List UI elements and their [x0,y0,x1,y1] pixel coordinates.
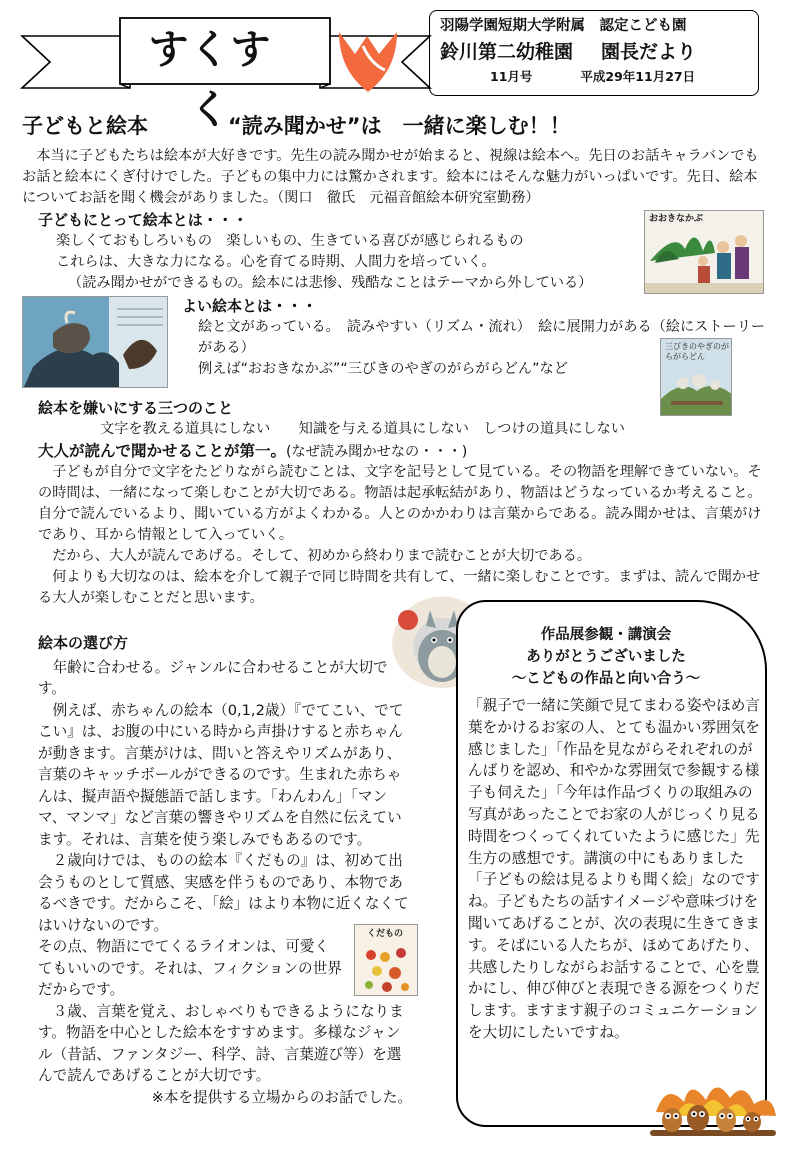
headline-left: 子どもと絵本 [22,114,148,138]
thanks-title2: ありがとうございました [526,649,686,665]
section4-title: 大人が読んで聞かせることが第一。 [38,442,287,460]
choose-p1: 年齢に合わせる。ジャンルに合わせることが大切です。 [38,658,388,697]
section2-line1: 絵と文があっている。 読みやすい（リズム・流れ） 絵に展開力がある（絵にストーリーがある） [198,319,766,356]
thanks-title [470,624,742,690]
section3-title: 絵本を嫌いにする三つのこと [38,399,234,417]
section1-line1: 楽しくておもしろいもの 楽しいもの、生きている喜びが感じられるもの [56,233,524,249]
section4-p1: 子どもが自分で文字をたどりながら読むことは、文字を記号として見ている。その物語を理解できていない。その時間は、一緒になって楽しむことが大切である。物語は起承転結があり、物語はどうなっているか考えること。自分で読んでいるより、聞いている方がよくわかる。人とのかかわりは言葉からである。読み聞かせは、言葉がけであり、耳から情報として入っていく。 [38,464,762,543]
book-kudamono-image [354,924,418,996]
newsletter-name: 園長だより [601,41,697,63]
choose-title: 絵本の選び方 [38,634,129,652]
intro-paragraph: 本当に子どもたちは絵本が大好きです。先生の読み聞かせが始まると、視線は絵本へ。先日のお話キャラバンでもお話と絵本にくぎ付けでした。子どもの集中力には驚かされます。絵本にはそんな魅力がいっぱいです。先日、絵本についてお話を聞く機会がありました。（関口 徹氏 元福音館絵本研究室勤務） [22,148,759,206]
issue-row [440,67,748,87]
school-info-box [429,10,759,96]
autumn-owls-illustration [636,1072,786,1152]
choose-p5: ３歳、言葉を覚え、おしゃべりもできるようになります。物語を中心とした絵本をすすめます。多様なジャンル（昔話、ファンタジー、科学、詩、言葉遊び等）を選んで読んであげることが大切です。 [38,1002,404,1084]
thanks-title1: 作品展参観・講演会 [540,627,672,643]
book-ookina-kabu-image [644,210,764,294]
headline-right: “読み聞かせ”は 一緒に楽しむ！！ [228,114,571,138]
thanks-title3: ～こどもの作品と向い合う～ [511,671,701,687]
choose-p3: ２歳向けでは、ものの絵本『くだもの』は、初めて出会うものとして質感、実感を伴うものであり、本物であるべきです。だからこそ、「絵」はより本物に近くなくてはいけないのです。 [38,852,409,934]
book-yagi-title: 三びきのやぎのがらがらどん [665,342,729,361]
section1-title: 子どもにとって絵本とは・・・ [38,211,248,229]
section2-line2: 例えば“おおきなかぶ”“三びきのやぎのがらがらどん”など [198,361,568,377]
goat-book-illustration [22,296,168,388]
section1-line3: （読み聞かせができるもの。絵本には悲惨、残酷なことはテーマから外している） [68,275,593,291]
headline [22,108,782,144]
section-three-things [38,398,778,440]
section2-title: よい絵本とは・・・ [182,297,318,315]
section4-p3: 何よりも大切なのは、絵本を介して親子で同じ時間を共有して、一緒に楽しむことです。まずは、読んで聞かせる大人が楽しむことだと思います。 [38,569,761,606]
section4-title-note: (なぜ読み聞かせなの・・・) [286,444,468,460]
book-kudamono-title: くだもの [367,929,404,939]
section-what-is-picture-book [38,210,628,294]
choose-p4: その点、物語にでてくるライオンは、可愛くてもいいのです。それは、フィクションの世界だからです。 [38,938,342,998]
choose-section [38,633,414,1108]
choose-note: ※本を提供する立場からのお話でした。 [151,1088,412,1106]
school-logo-icon [333,26,403,96]
thanks-body: 「親子で一緒に笑顔で見てまわる姿やほめ言葉をかけるお家の人、とても温かい雰囲気を感じました」「作品を見ながらそれぞれのがんばりを認め、和やかな雰囲気で参観する様子も伺えた」「今年は作品づくりの取組みの写真があったことでお家の人がじっくり見る時間をつくってくれていたように感じた」先生方の感想です。講演の中にもありました「子どもの絵は見るよりも聞く絵」なのですね。子どもたちの話すイメージや意味づけを聞いてあげることが、次の表現に生きてきます。そばにいる人たちが、ほめてあげたり、共感したりしながらお話することで、心を豊かにし、伸び伸びと表現できる源をつくりだします。ますます親子のコミュニケーションを大切にしたいですね。 [468,697,760,1041]
choose-p2: 例えば、赤ちゃんの絵本（0,1,2歳）『でてこい、でてこい』は、お腹の中にいる時から声掛けすると赤ちゃんが動きます。言葉がけは、問いと答えやリズムがあり、言葉のキャッチボールができるのです。生まれた赤ちゃんは、擬声語や擬態語で話します。「わんわん」「マンマ、マンマ」など言葉の響きやリズムを自然に伝えています。それは、言葉を使う楽しみでもあるのです。 [38,701,404,848]
section3-line1: 文字を教える道具にしない 知識を与える道具にしない しつけの道具にしない [100,421,625,437]
section1-line2: これらは、大きな力になる。心を育てる時期、人間力を培っていく。 [56,254,496,270]
school-name: 鈴川第二幼稚園 [440,41,574,63]
newsletter-title: すくすく [148,27,272,133]
school-name-row [440,37,748,67]
section-adults-read [38,441,770,463]
issue-month: 11月号 [490,69,533,84]
issue-date: 平成29年11月27日 [580,69,696,84]
book-kabu-title: おおきなかぶ [649,214,704,224]
school-line1: 羽陽学園短期大学附属 認定こども園 [440,18,687,34]
section4-p2: だから、大人が読んであげる。そして、初めから終わりまで読むことが大切である。 [52,548,592,564]
